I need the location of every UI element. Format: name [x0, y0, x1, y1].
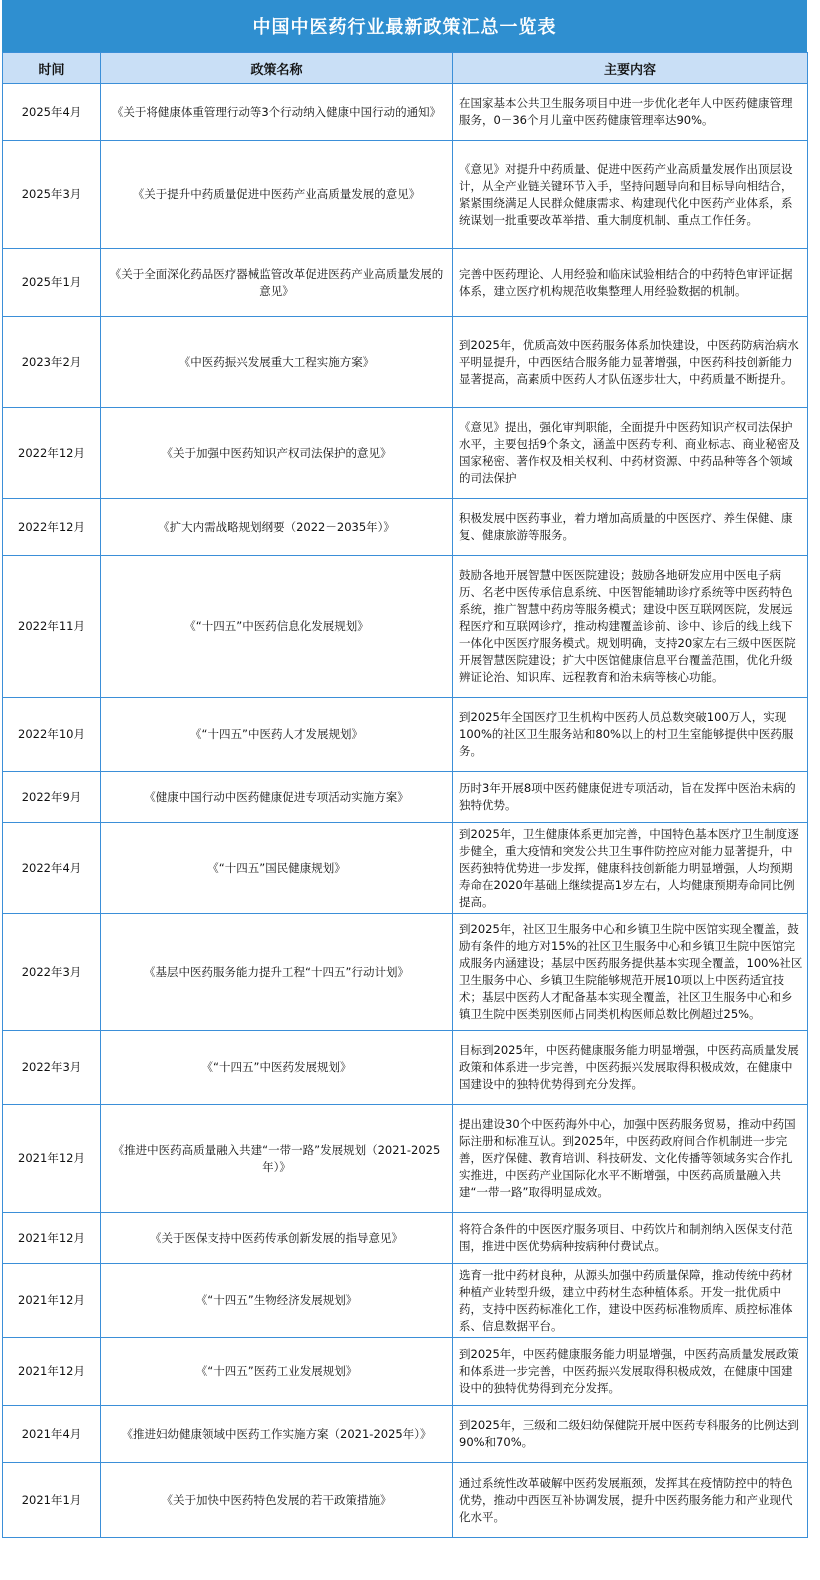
row-main-content: 选育一批中药材良种，从源头加强中药质量保障，推动传统中药材种植产业转型升级，建立中药材生态种植体系。开发一批优质中药，支持中医药标准化工作，建设中医药标准物质库、质控标准体系、信息数据平台。 [453, 1264, 808, 1338]
row-main-content: 到2025年，卫生健康体系更加完善，中国特色基本医疗卫生制度逐步健全，重大疫情和突发公共卫生事件防控应对能力显著提升，中医药独特优势进一步发挥，健康科技创新能力明显增强，人均预期寿命在2020年基础上继续提高1岁左右，人均健康预期寿命同比例提高。 [453, 823, 808, 914]
row-policy-name: 《关于提升中药质量促进中医药产业高质量发展的意见》 [101, 141, 453, 249]
header-policy-name: 政策名称 [101, 53, 453, 84]
table-row [3, 556, 808, 698]
row-main-content: 通过系统性改革破解中医药发展瓶颈，发挥其在疫情防控中的特色优势，推动中西医互补协调发展，提升中医药服务能力和产业现代化水平。 [453, 1463, 808, 1538]
table-row [3, 1105, 808, 1213]
table-row [3, 772, 808, 823]
row-main-content: 在国家基本公共卫生服务项目中进一步优化老年人中医药健康管理服务，0－36个月儿童中医药健康管理率达90%。 [453, 84, 808, 141]
row-main-content: 《意见》提出，强化审判职能，全面提升中医药知识产权司法保护水平，主要包括9个条文，涵盖中医药专利、商业标志、商业秘密及国家秘密、著作权及相关权利、中药材资源、中药品种等各个领域的司法保护 [453, 408, 808, 499]
table-row [3, 1338, 808, 1406]
table-row [3, 1264, 808, 1338]
table-row [3, 249, 808, 317]
row-policy-name: 《推进妇幼健康领域中医药工作实施方案（2021-2025年）》 [101, 1406, 453, 1463]
row-time: 2021年1月 [3, 1463, 101, 1538]
table-row [3, 1213, 808, 1264]
row-policy-name: 《“十四五”生物经济发展规划》 [101, 1264, 453, 1338]
row-time: 2021年12月 [3, 1338, 101, 1406]
row-main-content: 完善中医药理论、人用经验和临床试验相结合的中药特色审评证据体系，建立医疗机构规范收集整理人用经验数据的机制。 [453, 249, 808, 317]
row-main-content: 到2025年，中医药健康服务能力明显增强，中医药高质量发展政策和体系进一步完善，中医药振兴发展取得积极成效，在健康中国建设中的独特优势得到充分发挥。 [453, 1338, 808, 1406]
row-policy-name: 《“十四五”医药工业发展规划》 [101, 1338, 453, 1406]
row-main-content: 鼓励各地开展智慧中医医院建设；鼓励各地研发应用中医电子病历、名老中医传承信息系统、中医智能辅助诊疗系统等中医药特色系统，推广智慧中药房等服务模式；建设中医互联网医院，发展远程医疗和互联网诊疗，推动构建覆盖诊前、诊中、诊后的线上线下一体化中医医疗服务模式。规划明确，支持20家左右三级中医医院开展智慧医院建设；扩大中医馆健康信息平台覆盖范围，优化升级辨证论治、知识库、远程教育和治未病等核心功能。 [453, 556, 808, 698]
row-policy-name: 《中医药振兴发展重大工程实施方案》 [101, 317, 453, 408]
table-row [3, 408, 808, 499]
row-time: 2025年1月 [3, 249, 101, 317]
row-time: 2022年4月 [3, 823, 101, 914]
table-row [3, 317, 808, 408]
row-policy-name: 《关于医保支持中医药传承创新发展的指导意见》 [101, 1213, 453, 1264]
row-main-content: 积极发展中医药事业，着力增加高质量的中医医疗、养生保健、康复、健康旅游等服务。 [453, 499, 808, 556]
row-time: 2021年4月 [3, 1406, 101, 1463]
table-row [3, 1463, 808, 1538]
row-time: 2022年12月 [3, 408, 101, 499]
header-row [3, 53, 808, 84]
row-policy-name: 《关于将健康体重管理行动等3个行动纳入健康中国行动的通知》 [101, 84, 453, 141]
row-policy-name: 《扩大内需战略规划纲要（2022－2035年）》 [101, 499, 453, 556]
row-time: 2021年12月 [3, 1105, 101, 1213]
row-time: 2022年3月 [3, 1031, 101, 1105]
row-time: 2025年3月 [3, 141, 101, 249]
policy-summary-sheet [2, 0, 807, 1538]
table-row [3, 141, 808, 249]
row-time: 2022年11月 [3, 556, 101, 698]
table-row [3, 84, 808, 141]
row-main-content: 将符合条件的中医医疗服务项目、中药饮片和制剂纳入医保支付范围，推进中医优势病种按病种付费试点。 [453, 1213, 808, 1264]
row-main-content: 到2025年全国医疗卫生机构中医药人员总数突破100万人，实现100%的社区卫生服务站和80%以上的村卫生室能够提供中医药服务。 [453, 698, 808, 772]
row-policy-name: 《基层中医药服务能力提升工程“十四五”行动计划》 [101, 914, 453, 1031]
policy-table [2, 52, 808, 1538]
table-row [3, 1406, 808, 1463]
row-main-content: 到2025年，三级和二级妇幼保健院开展中医药专科服务的比例达到90%和70%。 [453, 1406, 808, 1463]
row-policy-name: 《“十四五”国民健康规划》 [101, 823, 453, 914]
row-time: 2023年2月 [3, 317, 101, 408]
row-time: 2025年4月 [3, 84, 101, 141]
header-main-content: 主要内容 [453, 53, 808, 84]
row-time: 2022年12月 [3, 499, 101, 556]
row-time: 2022年9月 [3, 772, 101, 823]
row-main-content: 《意见》对提升中药质量、促进中医药产业高质量发展作出顶层设计，从全产业链关键环节入手，坚持问题导向和目标导向相结合，紧紧围绕满足人民群众健康需求、构建现代化中医药产业体系，系统谋划一批重要改革举措、重大制度机制、重点工作任务。 [453, 141, 808, 249]
table-row [3, 698, 808, 772]
row-policy-name: 《关于加强中医药知识产权司法保护的意见》 [101, 408, 453, 499]
table-row [3, 823, 808, 914]
row-main-content: 到2025年，优质高效中医药服务体系加快建设，中医药防病治病水平明显提升，中西医结合服务能力显著增强，中医药科技创新能力显著提高，高素质中医药人才队伍逐步壮大，中药质量不断提升。 [453, 317, 808, 408]
table-row [3, 1031, 808, 1105]
row-policy-name: 《“十四五”中医药人才发展规划》 [101, 698, 453, 772]
row-policy-name: 《关于加快中医药特色发展的若干政策措施》 [101, 1463, 453, 1538]
row-time: 2022年10月 [3, 698, 101, 772]
row-policy-name: 《推进中医药高质量融入共建“一带一路”发展规划（2021-2025年）》 [101, 1105, 453, 1213]
row-main-content: 到2025年，社区卫生服务中心和乡镇卫生院中医馆实现全覆盖，鼓励有条件的地方对15%的社区卫生服务中心和乡镇卫生院中医馆完成服务内涵建设；基层中医药服务提供基本实现全覆盖，100%社区卫生服务中心、乡镇卫生院能够规范开展10项以上中医药适宜技术；基层中医药人才配备基本实现全覆盖，社区卫生服务中心和乡镇卫生院中医类别医师占同类机构医师总数比例超过25%。 [453, 914, 808, 1031]
table-row [3, 914, 808, 1031]
page-title: 中国中医药行业最新政策汇总一览表 [2, 0, 807, 52]
row-time: 2021年12月 [3, 1264, 101, 1338]
header-time: 时间 [3, 53, 101, 84]
table-row [3, 499, 808, 556]
row-time: 2021年12月 [3, 1213, 101, 1264]
row-main-content: 目标到2025年，中医药健康服务能力明显增强，中医药高质量发展政策和体系进一步完善，中医药振兴发展取得积极成效，在健康中国建设中的独特优势得到充分发挥。 [453, 1031, 808, 1105]
policy-rows [3, 84, 808, 1538]
row-policy-name: 《健康中国行动中医药健康促进专项活动实施方案》 [101, 772, 453, 823]
row-policy-name: 《关于全面深化药品医疗器械监管改革促进医药产业高质量发展的意见》 [101, 249, 453, 317]
row-policy-name: 《“十四五”中医药信息化发展规划》 [101, 556, 453, 698]
row-policy-name: 《“十四五”中医药发展规划》 [101, 1031, 453, 1105]
row-main-content: 提出建设30个中医药海外中心，加强中医药服务贸易，推动中药国际注册和标准互认。到2025年，中医药政府间合作机制进一步完善，医疗保健、教育培训、科技研发、文化传播等领域务实合作扎实推进，中医药产业国际化水平不断增强，中医药高质量融入共建“一带一路”取得明显成效。 [453, 1105, 808, 1213]
row-main-content: 历时3年开展8项中医药健康促进专项活动，旨在发挥中医治未病的独特优势。 [453, 772, 808, 823]
row-time: 2022年3月 [3, 914, 101, 1031]
